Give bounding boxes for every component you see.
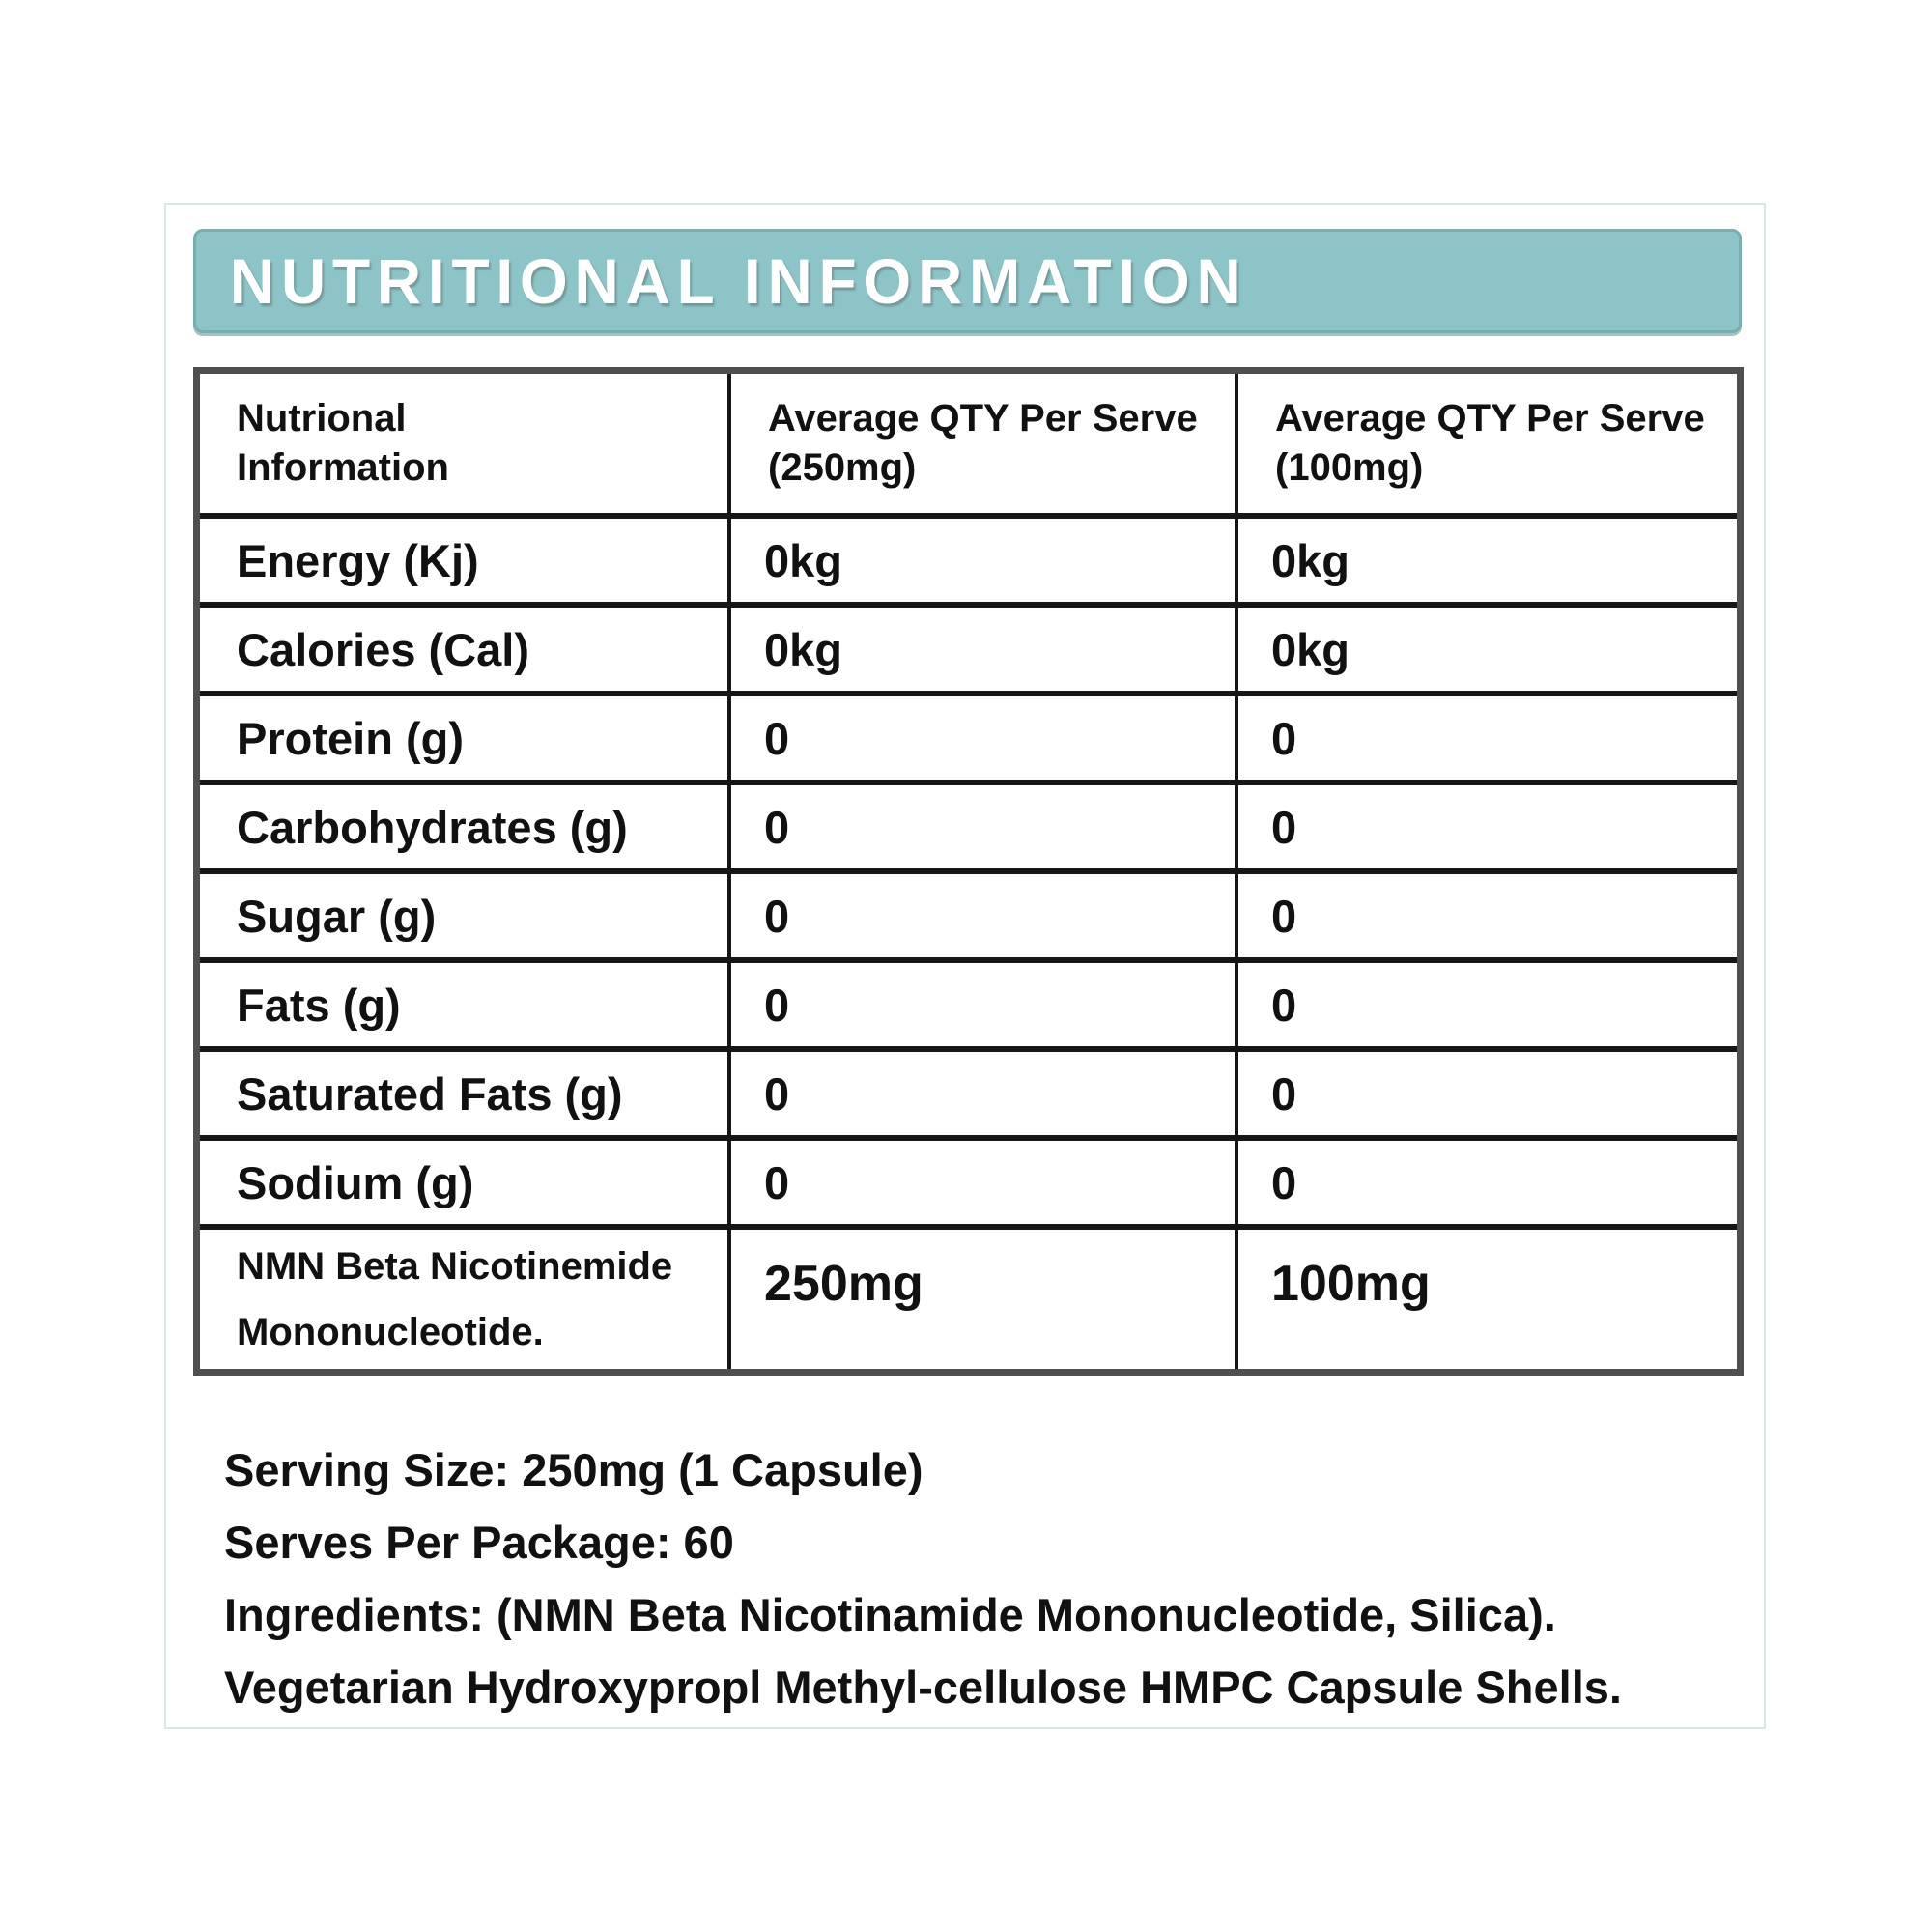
ingredients-text: Ingredients: (NMN Beta Nicotinamide Mononucleotide, Silica).	[224, 1589, 1556, 1640]
header-line: Average QTY Per Serve	[1275, 396, 1705, 440]
capsule-shells-text: Vegetarian Hydroxypropl Methyl-cellulose HMPC Capsule Shells.	[224, 1662, 1622, 1713]
row-value-nmn-100: 100mg	[1238, 1230, 1737, 1369]
row-label-saturated-fats: Saturated Fats (g)	[200, 1052, 731, 1141]
row-value-calories-250: 0kg	[731, 608, 1238, 696]
row-value-energy-100: 0kg	[1238, 519, 1737, 608]
row-value-fats-250: 0	[731, 963, 1238, 1052]
row-value-saturated-fats-250: 0	[731, 1052, 1238, 1141]
row-value-calories-100: 0kg	[1238, 608, 1737, 696]
header-line: (250mg)	[768, 446, 917, 489]
serves-per-package-text: Serves Per Package: 60	[224, 1517, 734, 1568]
row-value-protein-100: 0	[1238, 696, 1737, 785]
row-value-nmn-250: 250mg	[731, 1230, 1238, 1369]
row-value-sodium-100: 0	[1238, 1141, 1737, 1230]
serving-size-text: Serving Size: 250mg (1 Capsule)	[224, 1444, 923, 1495]
header-line: (100mg)	[1275, 446, 1424, 489]
column-header-avg-qty-100mg	[1238, 374, 1737, 519]
nutrition-label	[164, 203, 1766, 1729]
row-value-sugar-100: 0	[1238, 874, 1737, 963]
row-label-sodium: Sodium (g)	[200, 1141, 731, 1230]
header-line: Nutrional	[237, 396, 407, 440]
nutrition-table	[193, 367, 1744, 1376]
row-label-sugar: Sugar (g)	[200, 874, 731, 963]
row-value-energy-250: 0kg	[731, 519, 1238, 608]
row-label-calories: Calories (Cal)	[200, 608, 731, 696]
row-label-protein: Protein (g)	[200, 696, 731, 785]
row-value-carbohydrates-250: 0	[731, 785, 1238, 874]
title-bar	[193, 229, 1742, 333]
header-line: Information	[237, 446, 449, 489]
footer-notes	[224, 1434, 1731, 1723]
row-value-carbohydrates-100: 0	[1238, 785, 1737, 874]
column-header-avg-qty-250mg	[731, 374, 1238, 519]
row-value-protein-250: 0	[731, 696, 1238, 785]
row-label-nmn: NMN Beta Nicotinemide Mononucleotide.	[200, 1230, 731, 1369]
row-value-fats-100: 0	[1238, 963, 1737, 1052]
page-title: NUTRITIONAL INFORMATION	[229, 245, 1248, 317]
row-label-carbohydrates: Carbohydrates (g)	[200, 785, 731, 874]
column-header-nutritional-information	[200, 374, 731, 519]
row-value-sugar-250: 0	[731, 874, 1238, 963]
row-label-energy: Energy (Kj)	[200, 519, 731, 608]
header-line: Average QTY Per Serve	[768, 396, 1198, 440]
row-value-sodium-250: 0	[731, 1141, 1238, 1230]
row-label-fats: Fats (g)	[200, 963, 731, 1052]
row-value-saturated-fats-100: 0	[1238, 1052, 1737, 1141]
